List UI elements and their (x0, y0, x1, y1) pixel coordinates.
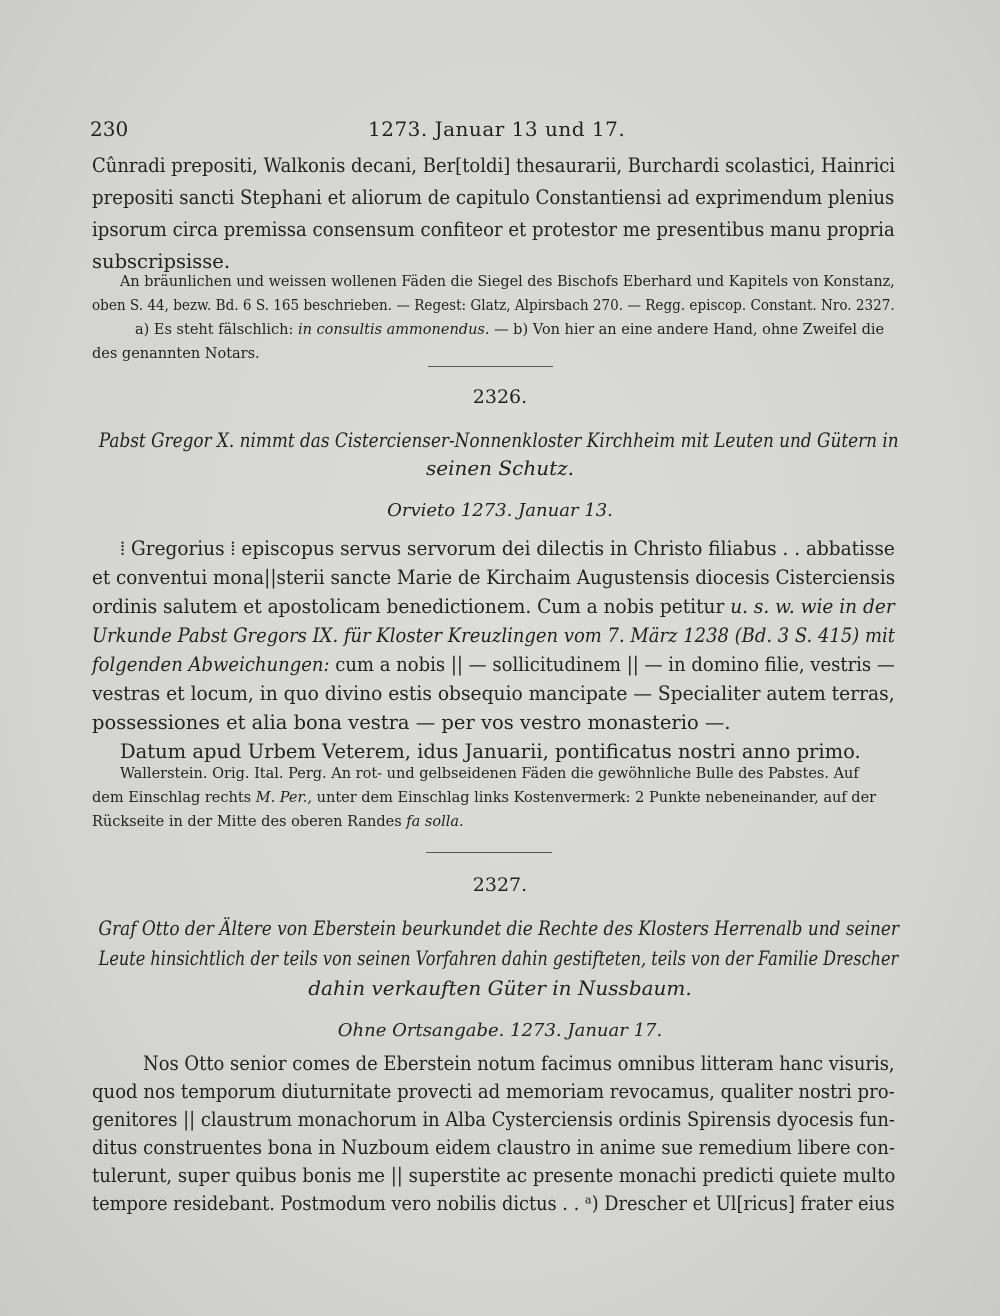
text-italic: u. s. w. wie in der (730, 595, 895, 618)
note-italic: M. Per., (255, 790, 313, 806)
text-line: vestras et locum, in quo divino estis obsequio mancipate — Specialiter autem terras, (92, 682, 895, 705)
text-line: ipsorum circa premissa consensum confiteor et protestor me presentibus manu propria (92, 218, 895, 241)
text-line (92, 595, 895, 618)
text-plain: ordinis salutem et apostolicam benedictionem. Cum a nobis petitur (92, 595, 731, 618)
place-date: Orvieto 1273. Januar 13. (387, 500, 613, 521)
archival-note: Wallerstein. Orig. Ital. Perg. An rot- und gelbseidenen Fäden die gewöhnliche Bulle des Pabstes. Auf (120, 766, 859, 782)
text-line: Nos Otto senior comes de Eberstein notum facimus omnibus litteram hanc visuris, (143, 1052, 895, 1075)
text-line: ⁞ Gregorius ⁞ episcopus servus servorum dei dilectis in Christo filiabus . . abbatisse (120, 537, 895, 560)
note-text: Rückseite in der Mitte des oberen Randes (92, 814, 407, 830)
footnote-a-label: a) Es steht fälschlich: (135, 322, 298, 338)
footnote-b: — b) Von hier an eine andere Hand, ohne Zweifel die (489, 322, 885, 338)
separator-rule (426, 852, 552, 853)
text-line: possessiones et alia bona vestra — per vos vestro monasterio —. (92, 711, 731, 734)
archival-note: oben S. 44, bezw. Bd. 6 S. 165 beschrieben. — Regest: Glatz, Alpirsbach 270. — Regg. episcop. Constant. Nro. 2327. (92, 298, 895, 314)
regest-line: seinen Schutz. (425, 456, 575, 480)
text-line: subscripsisse. (92, 250, 231, 273)
regest-line: Leute hinsichtlich der teils von seinen Vorfahren dahin gestifteten, teils von der Familie Drescher (98, 946, 899, 970)
note-text: dem Einschlag rechts (92, 790, 256, 806)
text-line: prepositi sancti Stephani et aliorum de capitulo Constantiensi ad exprimendum plenius (92, 186, 895, 209)
separator-rule (428, 366, 553, 367)
text-plain: cum a nobis || — sollicitudinem || — in domino filie, vestris — (329, 653, 895, 676)
text-line: tempore residebant. Postmodum vero nobilis dictus . . ᵃ) Drescher et Ul[ricus] frater eius (92, 1192, 895, 1215)
text-line: et conventui mona||sterii sancte Marie de Kirchaim Augustensis diocesis Cisterciensis (92, 566, 896, 589)
text-line: genitores || claustrum monachorum in Alba Cysterciensis ordinis Spirensis dyocesis fun- (92, 1108, 895, 1131)
running-title: 1273. Januar 13 und 17. (368, 117, 626, 141)
datum-line: Datum apud Urbem Veterem, idus Januarii, pontificatus nostri anno primo. (120, 740, 861, 763)
regest-line: Graf Otto der Ältere von Eberstein beurkundet die Rechte des Klosters Herrenalb und seiner (98, 916, 899, 940)
note-text: unter dem Einschlag links Kostenvermerk: 2 Punkte nebeneinander, auf der (312, 790, 877, 806)
archival-note (92, 814, 464, 830)
text-italic: folgenden Abweichungen: (92, 653, 330, 676)
document-number: 2327. (472, 874, 528, 896)
footnote-continued: des genannten Notars. (92, 346, 260, 362)
note-italic: fa solla. (406, 814, 464, 830)
footnote-a-italic: in consultis ammonendus. (297, 322, 490, 338)
archival-note (92, 790, 876, 806)
text-line (92, 653, 895, 676)
text-line: quod nos temporum diuturnitate provecti ad memoriam revocamus, qualiter nostri pro- (92, 1080, 895, 1103)
text-line: ditus construentes bona in Nuzboum eidem claustro in anime sue remedium libere con- (92, 1136, 895, 1159)
text-line: Cûnradi prepositi, Walkonis decani, Ber[toldi] thesaurarii, Burchardi scolastici, Hainrici (92, 154, 896, 177)
footnote (135, 322, 884, 338)
archival-note: An bräunlichen und weissen wollenen Fäden die Siegel des Bischofs Eberhard und Kapitels von Konstanz, (120, 274, 895, 290)
page-number: 230 (90, 117, 129, 141)
place-date: Ohne Ortsangabe. 1273. Januar 17. (337, 1020, 663, 1041)
regest-line: dahin verkauften Güter in Nussbaum. (308, 976, 692, 1000)
document-number: 2326. (472, 386, 528, 408)
text-line: tulerunt, super quibus bonis me || superstite ac presente monachi predicti quiete multo (92, 1164, 896, 1187)
text-italic-line: Urkunde Pabst Gregors IX. für Kloster Kreuzlingen vom 7. März 1238 (Bd. 3 S. 415) mit (92, 624, 895, 647)
regest-line: Pabst Gregor X. nimmt das Cistercienser-Nonnenkloster Kirchheim mit Leuten und Gütern in (98, 428, 899, 452)
